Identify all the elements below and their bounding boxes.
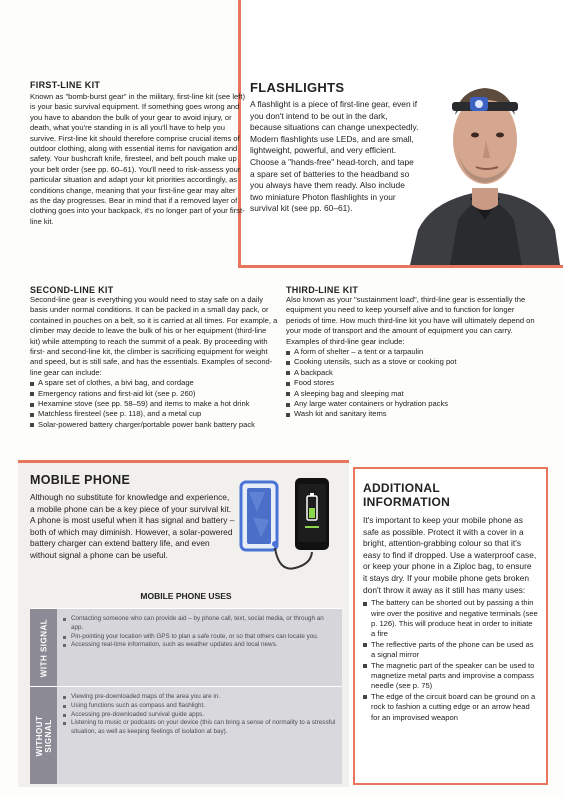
- second-line-heading: SECOND-LINE KIT: [30, 285, 114, 295]
- solar-charger-phone-image: [235, 472, 345, 577]
- flashlights-heading: FLASHLIGHTS: [250, 80, 345, 95]
- list-item: Accessing real-time information, such as weather updates and local news.: [63, 641, 336, 650]
- third-line-list: [286, 347, 536, 420]
- list-item: Food stores: [286, 378, 536, 388]
- row-label: WITH SIGNAL: [39, 618, 48, 677]
- list-item: A spare set of clothes, a bivi bag, and cordage: [30, 378, 278, 388]
- row-label: WITHOUT SIGNAL: [34, 715, 53, 756]
- additional-information-heading: [363, 481, 538, 509]
- first-line-section: [30, 80, 245, 227]
- list-item: Any large water containers or hydration packs: [286, 399, 536, 409]
- table-title: MOBILE PHONE USES: [30, 584, 342, 608]
- second-line-section: [30, 285, 278, 430]
- row-label-cell: [30, 609, 57, 686]
- list-item: Accessing pre-downloaded survival guide apps.: [63, 711, 336, 720]
- list-item: A backpack: [286, 368, 536, 378]
- list-item: A sleeping bag and sleeping mat: [286, 389, 536, 399]
- list-item: Wash kit and sanitary items: [286, 409, 536, 419]
- flashlights-body: A flashlight is a piece of first-line gear, even if you don't intend to be out in the dark, because situations can change unexpectedly. Modern flashlights use LEDs, and are small, lightweight, powerful, and very efficient. Choose a "hands-free" head-torch, and tape a spare set of batteries to the headband so you always have them ready. Also include two miniature Photon flashlights in your survival kit (see pp. 60–61).: [250, 99, 419, 214]
- table-row: [30, 686, 342, 784]
- first-line-heading: FIRST-LINE KIT: [30, 80, 101, 90]
- list-item: Cooking utensils, such as a stove or cooking pot: [286, 357, 536, 367]
- list-item: The battery can be shorted out by passing a thin wire over the positive and negative terminals (see p. 126). This will produce heat in order to initiate a fire: [363, 598, 538, 640]
- list-item: Matchless firesteel (see p. 118), and a metal cup: [30, 409, 278, 419]
- heading-line-1: ADDITIONAL: [363, 481, 440, 495]
- mobile-phone-body: Although no substitute for knowledge and experience, a mobile phone can be a key piece of your survival kit. A phone is most useful when it has signal and battery – both of which may diminish. However, a solar-powered battery charger can extend battery life, and even without signal a phone can be useful.: [30, 492, 235, 560]
- mobile-uses-table: [30, 584, 342, 784]
- mobile-phone-heading: MOBILE PHONE: [30, 473, 131, 487]
- list-item: Viewing pre-downloaded maps of the area you are in.: [63, 693, 336, 702]
- heading-line-2: INFORMATION: [363, 495, 451, 509]
- list-item: Listening to music or podcasts on your device (this can bring a sense of normality to a stressful situation, as well as keeping feelings of isolation at bay).: [63, 719, 336, 737]
- list-item: A form of shelter – a tent or a tarpaulin: [286, 347, 536, 357]
- row-cells: [57, 687, 342, 784]
- additional-information-list: [363, 598, 538, 723]
- list-item: Using functions such as compass and flashlight.: [63, 702, 336, 711]
- list-item: Contacting someone who can provide aid – by phone call, text, social media, or through an app.: [63, 615, 336, 633]
- head-torch-person-image: [410, 70, 560, 265]
- third-line-section: [286, 285, 536, 420]
- list-item: Pin-pointing your location with GPS to plan a safe route, or so that others can locate you.: [63, 633, 336, 642]
- flashlights-section: [250, 80, 420, 215]
- row-label-cell: [30, 687, 57, 784]
- second-line-body: Second-line gear is everything you would need to stay safe on a daily basis under normal conditions. It can be packed in a small day pack, or contained in pouches on a belt, so it is carried at all times. For example, a climber may decide to leave the bulk of his or her equipment (third-line kit) while attempting to reach the summit of a peak. By proceeding with first- and second-line kit, the climber is sacrificing equipment for weight and speed, but is still safe, and has the essentials. Examples of second-line gear can include:: [30, 295, 278, 377]
- list-item: Solar-powered battery charger/portable power bank battery pack: [30, 420, 278, 430]
- list-item: The magnetic part of the speaker can be used to magnetize metal parts and improvise a compass needle (see p. 75): [363, 661, 538, 692]
- second-line-list: [30, 378, 278, 430]
- list-item: The edge of the circuit board can be ground on a rock to fashion a cutting edge or an arrow head for an improvised weapon: [363, 692, 538, 723]
- third-line-heading: THIRD-LINE KIT: [286, 285, 359, 295]
- row-cells: [57, 609, 342, 686]
- table-row: [30, 608, 342, 686]
- list-item: Hexamine stove (see pp. 58–59) and items to make a hot drink: [30, 399, 278, 409]
- third-line-body: Also known as your "sustainment load", third-line gear is essentially the equipment you need to keep yourself alive and to function for longer periods of time. How much third-line kit you have will ultimately depend on your mode of transport and the amount of equipment you can carry. Examples of third-line gear include:: [286, 295, 535, 346]
- additional-information-body: It's important to keep your mobile phone as safe as possible. Protect it with a cover in a bright, attention-grabbing colour so that it's easy to find if dropped. Use a waterproof case, or keep your phone in a Ziploc bag, to ensure it stays dry. If your mobile phone gets broken don't throw it away as it still has many uses:: [363, 515, 537, 595]
- list-item: The reflective parts of the phone can be used as a signal mirror: [363, 640, 538, 661]
- first-line-body: Known as "bomb-burst gear" in the military, first-line kit (see left) is your basic survival equipment. If something goes wrong and you have to abandon the bulk of your gear to avoid injury, or death, what you're standing in is all you'll have to help you survive. First-line kit should therefore comprise crucial items of outdoor clothing, along with essential items for navigation and safety. Your bushcraft knife, firesteel, and belt pouch make up your belt order (see pp. 60–61). You'll need to risk-assess your particular situation and adapt your kit priorities accordingly, as conditions change, meaning that your first-line gear may alter as the day progresses. Bear in mind that if a removed layer of clothing goes into your backpack, it's no longer part of your first-line kit.: [30, 92, 245, 226]
- list-item: Emergency rations and first-aid kit (see p. 260): [30, 389, 278, 399]
- additional-information-box: [353, 467, 548, 785]
